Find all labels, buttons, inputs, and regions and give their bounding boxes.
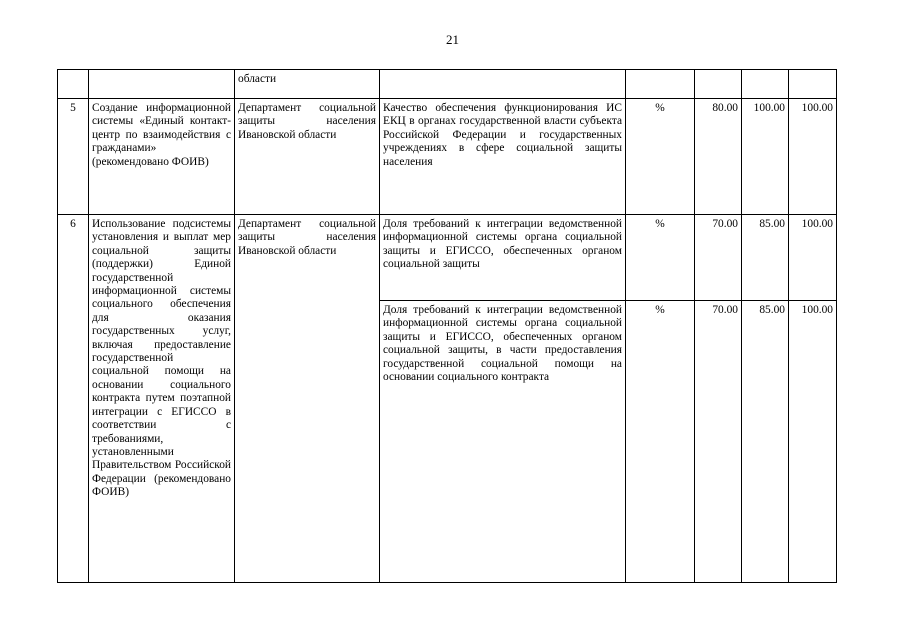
indicator-value-2: 100.00 [742, 99, 789, 215]
indicator-value-3: 100.00 [789, 215, 837, 301]
measure-name: Создание информационной системы «Единый контакт-центр по взаимодействия с гражданами» (рекомендовано ФОИВ) [89, 99, 235, 215]
indicator-value-1: 80.00 [695, 99, 742, 215]
table-row [58, 215, 837, 301]
cell-value-2 [742, 70, 789, 99]
table-row-continued [58, 70, 837, 99]
indicator-value-1: 70.00 [695, 301, 742, 583]
indicator-description: Доля требований к интеграции ведомственной информационной системы органа социальной защиты и ЕГИССО, обеспеченных органом социальной защиты [380, 215, 626, 301]
cell-value-3 [789, 70, 837, 99]
indicator-unit: % [626, 99, 695, 215]
indicator-unit: % [626, 301, 695, 583]
cell-number [58, 70, 89, 99]
indicator-description: Доля требований к интеграции ведомственной информационной системы органа социальной защиты и ЕГИССО, обеспеченных органом социальной защиты, в части предоставления государственной социальной помощи на основании социального контракта [380, 301, 626, 583]
table-row [58, 99, 837, 215]
cell-name [89, 70, 235, 99]
measure-name: Использование подсистемы установления и выплат мер социальной защиты (поддержки) Единой государственной информационной системы социального обеспечения для оказания государственных услуг, включая предоставление государственной социальной помощи на основании социального контракта путем поэтапной интеграции с ЕГИССО в соответствии с требованиями, установленными Правительством Российской Федерации (рекомендовано ФОИВ) [89, 215, 235, 583]
row-number: 5 [58, 99, 89, 215]
indicator-value-3: 100.00 [789, 99, 837, 215]
cell-department: области [235, 70, 380, 99]
cell-value-1 [695, 70, 742, 99]
page-number: 21 [446, 32, 459, 47]
row-number: 6 [58, 215, 89, 583]
responsible-department: Департамент социальной защиты населения Ивановской области [235, 215, 380, 583]
measures-table [57, 69, 837, 583]
indicator-value-1: 70.00 [695, 215, 742, 301]
cell-indicator [380, 70, 626, 99]
indicator-value-3: 100.00 [789, 301, 837, 583]
indicator-value-2: 85.00 [742, 301, 789, 583]
indicator-unit: % [626, 215, 695, 301]
cell-unit [626, 70, 695, 99]
indicator-value-2: 85.00 [742, 215, 789, 301]
responsible-department: Департамент социальной защиты населения Ивановской области [235, 99, 380, 215]
indicator-description: Качество обеспечения функционирования ИС ЕКЦ в органах государственной власти субъекта Российской Федерации и государственных учреждениях в сфере социальной защиты населения [380, 99, 626, 215]
